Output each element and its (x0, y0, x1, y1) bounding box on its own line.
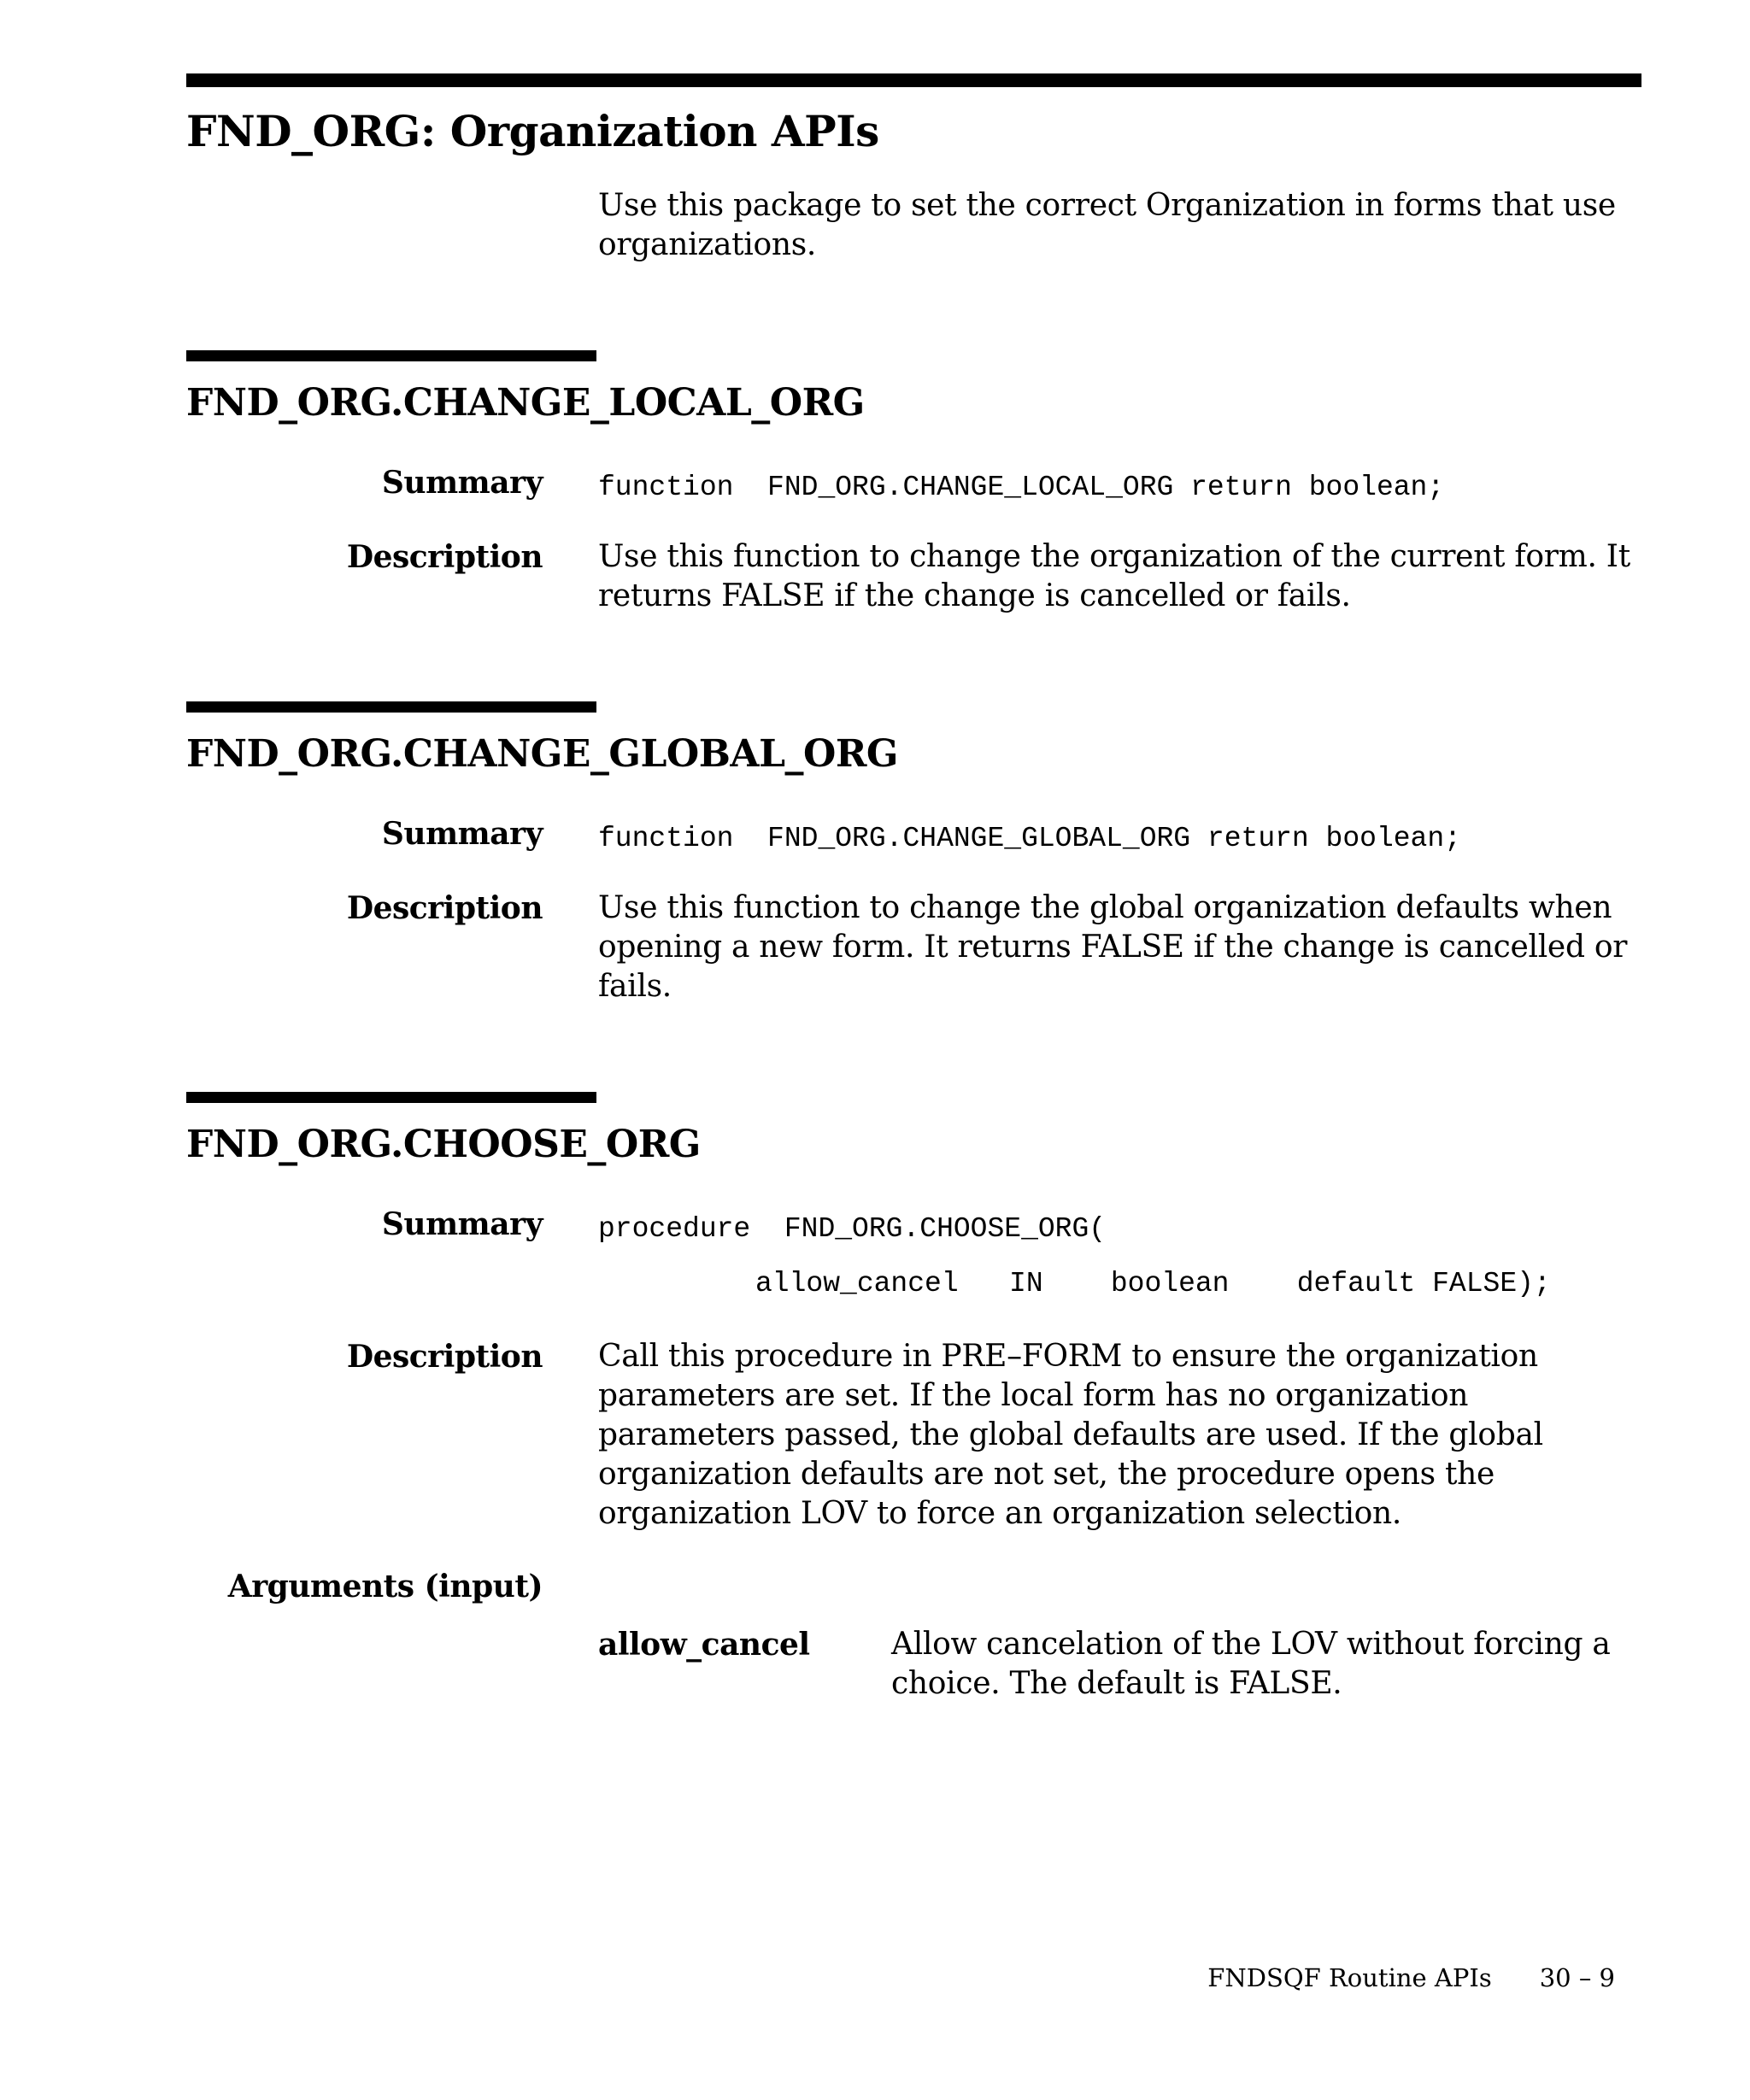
section-rule-choose-org (186, 1092, 596, 1103)
top-rule (186, 73, 1641, 87)
summary-label: Summary (381, 465, 543, 501)
summary-label: Summary (381, 1206, 543, 1242)
summary-code-choose-org-line1: procedure FND_ORG.CHOOSE_ORG( (598, 1213, 1107, 1245)
intro-text: Use this package to set the correct Organization in forms that use organizations. (598, 188, 1616, 262)
heading-change-global-org: FND_ORG.CHANGE_GLOBAL_ORG (186, 732, 898, 776)
summary-label: Summary (381, 816, 543, 852)
argument-description: Allow cancelation of the LOV without forcing a choice. The default is FALSE. (891, 1627, 1611, 1701)
description-label: Description (346, 890, 543, 926)
footer-title: FNDSQF Routine APIs (1207, 1963, 1492, 1992)
page-number: 30 – 9 (1539, 1963, 1615, 1992)
argument-name: allow_cancel (598, 1627, 810, 1663)
description-choose-org: Call this procedure in PRE–FORM to ensure the organization parameters are set. If the local form has no organization parameters passed, the global defaults are used. If the global organization defaults are not set, the procedure opens the organization LOV to force an organization selection. (598, 1339, 1543, 1531)
summary-code-change-global-org: function FND_ORG.CHANGE_GLOBAL_ORG return boolean; (598, 823, 1461, 854)
description-change-global-org: Use this function to change the global organization defaults when opening a new form. It returns FALSE if the change is cancelled or fails. (598, 890, 1628, 1004)
description-change-local-org: Use this function to change the organization of the current form. It returns FALSE if the change is cancelled or fails. (598, 539, 1630, 613)
description-label: Description (346, 539, 543, 575)
page-footer (1207, 1963, 1615, 1992)
arguments-label: Arguments (input) (227, 1569, 543, 1604)
description-label: Description (346, 1339, 543, 1375)
heading-change-local-org: FND_ORG.CHANGE_LOCAL_ORG (186, 381, 865, 425)
heading-choose-org: FND_ORG.CHOOSE_ORG (186, 1123, 701, 1166)
section-rule-change-local-org (186, 350, 596, 361)
summary-code-choose-org-line2: allow_cancel IN boolean default FALSE); (755, 1268, 1551, 1299)
summary-code-change-local-org: function FND_ORG.CHANGE_LOCAL_ORG return boolean; (598, 472, 1445, 503)
section-rule-change-global-org (186, 701, 596, 713)
page-title: FND_ORG: Organization APIs (186, 106, 879, 156)
